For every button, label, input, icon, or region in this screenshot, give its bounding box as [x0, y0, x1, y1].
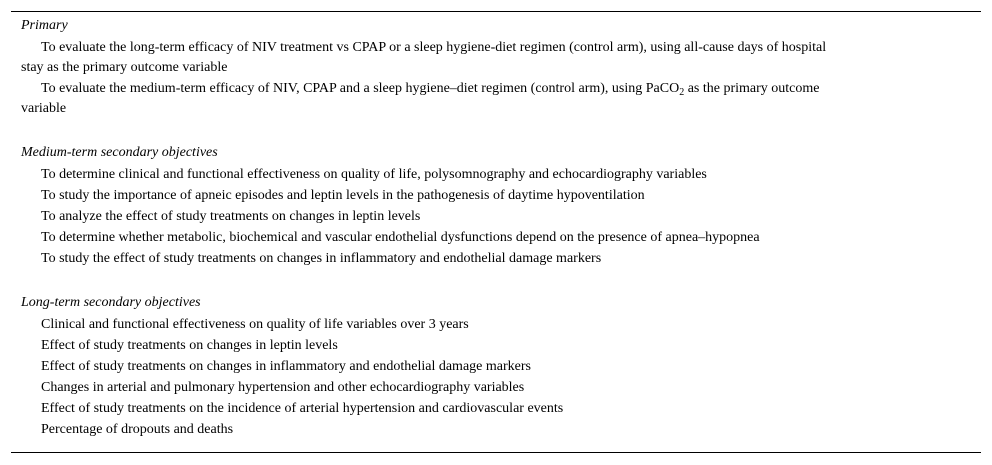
objectives-table — [11, 11, 981, 453]
medium-term-objective: To determine clinical and functional effectiveness on quality of life, polysomnography and echocardiography variables — [41, 167, 707, 182]
section-spacer — [21, 270, 981, 292]
objectives-table-body — [11, 12, 981, 440]
long-term-objective: Clinical and functional effectiveness on quality of life variables over 3 years — [41, 317, 469, 332]
primary-objective-2-line2: variable — [21, 101, 67, 116]
long-term-objective: Effect of study treatments on the incidence of arterial hypertension and cardiovascular events — [41, 401, 564, 416]
medium-term-objective: To study the effect of study treatments on changes in inflammatory and endothelial damage markers — [41, 251, 602, 266]
primary-objective-1-line2: stay as the primary outcome variable — [21, 60, 228, 75]
primary-heading: Primary — [21, 18, 68, 33]
long-term-objective: Percentage of dropouts and deaths — [41, 422, 234, 437]
primary-objective-2-subscript: 2 — [679, 87, 685, 98]
medium-term-heading: Medium-term secondary objectives — [21, 145, 218, 160]
long-term-objective: Effect of study treatments on changes in inflammatory and endothelial damage markers — [41, 359, 531, 374]
medium-term-objective: To determine whether metabolic, biochemical and vascular endothelial dysfunctions depend on the presence of apnea–hypopnea — [41, 230, 760, 245]
primary-objective-1-line1: To evaluate the long-term efficacy of NIV treatment vs CPAP or a sleep hygiene-diet regimen (control arm), using all-cause days of hospital — [41, 40, 827, 55]
long-term-heading: Long-term secondary objectives — [21, 295, 201, 310]
primary-objective-2 — [21, 79, 981, 119]
medium-term-objective: To analyze the effect of study treatments on changes in leptin levels — [41, 209, 421, 224]
medium-term-objective: To study the importance of apneic episodes and leptin levels in the pathogenesis of daytime hypoventilation — [41, 188, 645, 203]
primary-objective-2-text-pre: To evaluate the medium-term efficacy of NIV, CPAP and a sleep hygiene–diet regimen (control arm), using PaCO — [41, 81, 680, 96]
long-term-objective: Effect of study treatments on changes in leptin levels — [41, 338, 338, 353]
long-term-objective: Changes in arterial and pulmonary hypertension and other echocardiography variables — [41, 380, 525, 395]
primary-objective-2-line1 — [21, 81, 820, 96]
primary-objective-1 — [21, 38, 981, 78]
section-spacer — [21, 120, 981, 142]
primary-objective-2-text-post: as the primary outcome — [684, 81, 820, 96]
